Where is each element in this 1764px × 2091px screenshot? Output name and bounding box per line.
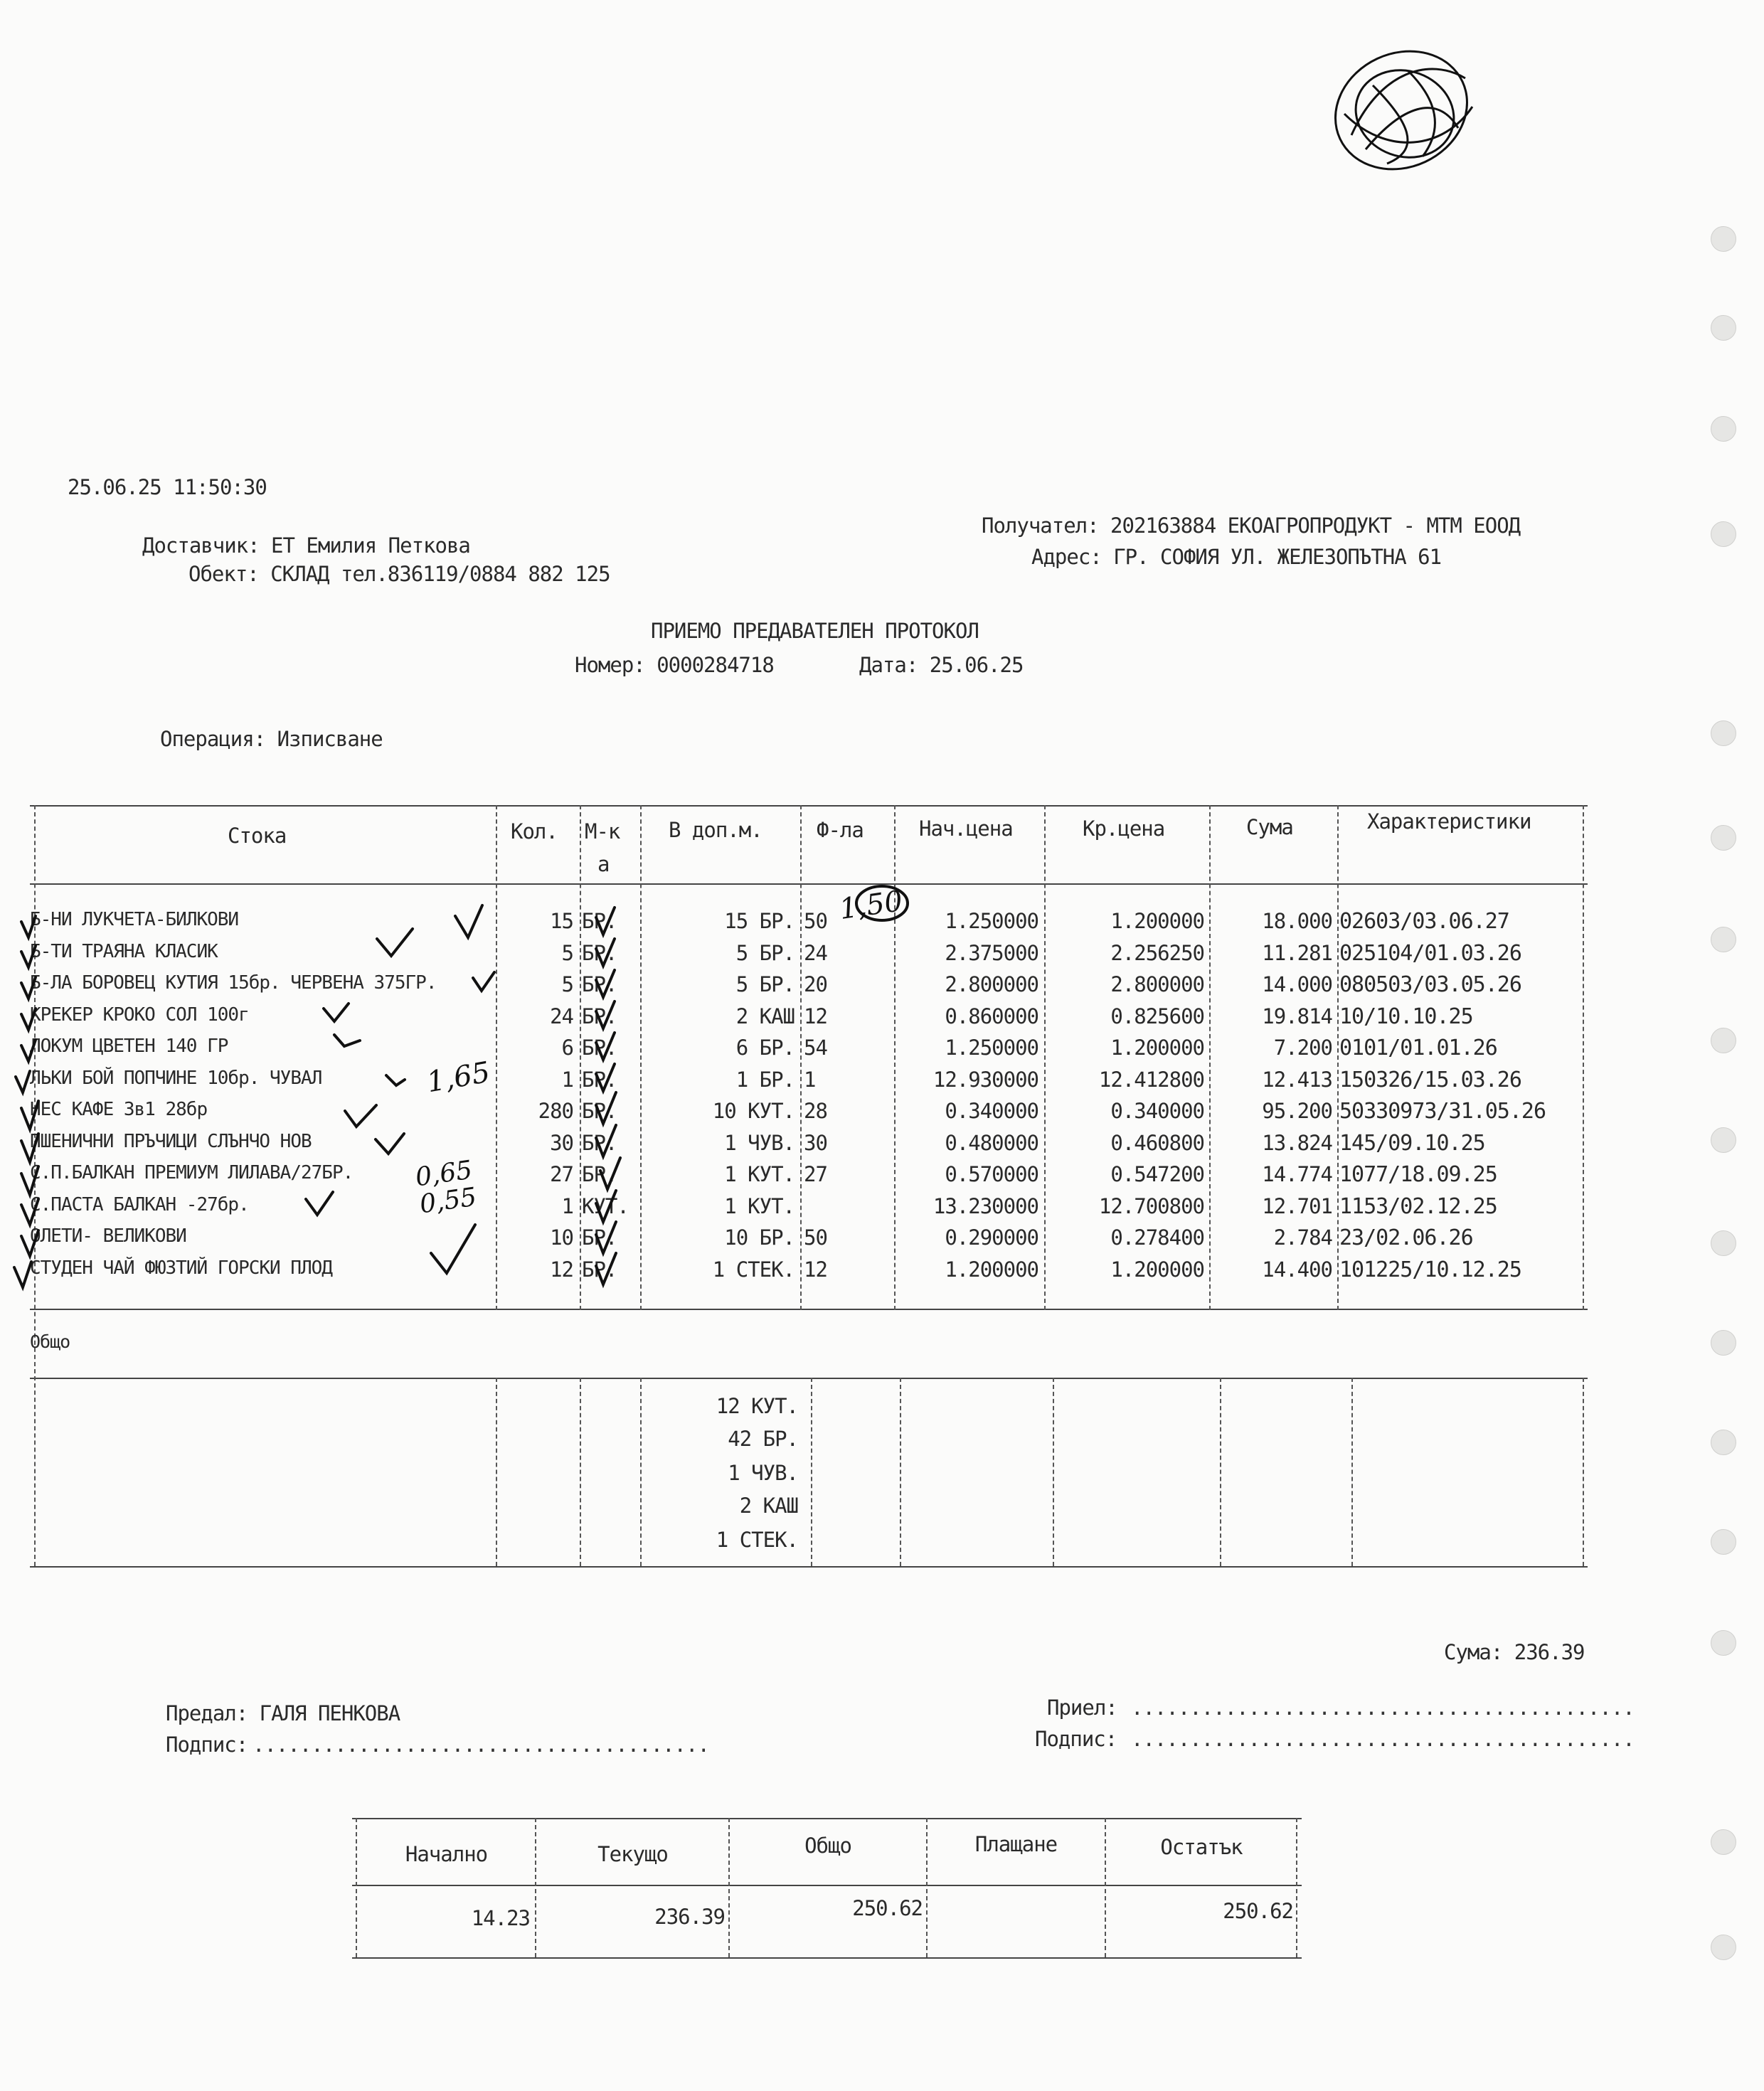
col-divider (811, 1378, 812, 1566)
timestamp: 25.06.25 11:50:30 (68, 475, 267, 499)
header-characteristics: Характеристики (1367, 809, 1531, 834)
header-start-price: Нач.цена (919, 816, 1013, 841)
row-characteristics: 23/02.06.26 (1339, 1225, 1473, 1250)
row-qty: 5 (561, 940, 573, 965)
row-goods: Б-НИ ЛУКЧЕТА-БИЛКОВИ (30, 909, 239, 930)
sign-left-dots: ....................................... (253, 1733, 709, 1757)
row-sum: 2.784 (1273, 1225, 1332, 1250)
col-divider (800, 805, 802, 1310)
row-final-price: 0.460800 (1110, 1130, 1204, 1155)
row-alt-unit: 15 БР. (724, 909, 795, 933)
row-alt-unit: 2 КАШ (735, 1004, 795, 1028)
row-formula: 24 (804, 940, 827, 965)
given-by: Предал: ГАЛЯ ПЕНКОВА (166, 1701, 400, 1725)
row-start-price: 0.860000 (945, 1004, 1038, 1028)
balance-value-start: 14.23 (471, 1906, 530, 1930)
row-characteristics: 02603/03.06.27 (1339, 909, 1509, 934)
row-final-price: 12.412800 (1098, 1067, 1204, 1092)
row-sum: 13.824 (1262, 1130, 1332, 1155)
col-divider (496, 1378, 497, 1566)
row-sum: 18.000 (1262, 909, 1332, 933)
row-formula: 1 (804, 1067, 816, 1092)
balance-header-start: Начално (405, 1842, 488, 1866)
col-divider (580, 1378, 581, 1566)
header-goods: Стока (228, 824, 287, 848)
row-alt-unit: 5 БР. (735, 972, 795, 996)
balance-top-border (352, 1818, 1302, 1819)
sign-right-dots: ........................................... (1131, 1727, 1635, 1751)
operation-line: Операция: Изписване (160, 727, 383, 751)
header-final-price: Кр.цена (1083, 816, 1165, 841)
row-alt-unit: 10 КУТ. (712, 1099, 795, 1123)
row-final-price: 2.800000 (1110, 972, 1204, 996)
row-sum: 14.774 (1262, 1162, 1332, 1186)
row-alt-unit: 5 БР. (735, 940, 795, 965)
grand-sum: Сума: 236.39 (1444, 1640, 1585, 1664)
row-qty: 27 (550, 1162, 573, 1186)
balance-header-remaining: Остатък (1160, 1835, 1243, 1859)
row-final-price: 1.200000 (1110, 1036, 1204, 1060)
row-goods: Б-ТИ ТРАЯНА КЛАСИК (30, 940, 218, 962)
row-unit: БР. (582, 909, 617, 933)
col-divider (894, 805, 896, 1310)
row-unit: БР. (582, 1162, 617, 1186)
row-sum: 19.814 (1262, 1004, 1332, 1028)
handwritten-number: 1,65 (424, 1055, 493, 1100)
row-sum: 12.701 (1262, 1193, 1332, 1218)
document-number: Номер: 0000284718 (575, 653, 774, 677)
row-characteristics: 10/10.10.25 (1339, 1004, 1473, 1029)
row-unit: БР. (582, 1004, 617, 1028)
row-start-price: 1.250000 (945, 909, 1038, 933)
row-qty: 1 (561, 1193, 573, 1218)
col-divider (1351, 1378, 1353, 1566)
row-characteristics: 150326/15.03.26 (1339, 1067, 1521, 1092)
row-start-price: 1.250000 (945, 1036, 1038, 1060)
row-final-price: 2.256250 (1110, 940, 1204, 965)
handwritten-number: 0,55 (418, 1182, 479, 1220)
row-tick (16, 1071, 30, 1092)
row-characteristics: 101225/10.12.25 (1339, 1257, 1521, 1282)
row-goods: КРЕКЕР КРОКО СОЛ 100г (30, 1004, 249, 1026)
row-unit: БР. (582, 940, 617, 965)
table-total-border (30, 1378, 1588, 1379)
row-final-price: 0.340000 (1110, 1099, 1204, 1123)
document-title: ПРИЕМО ПРЕДАВАТЕЛЕН ПРОТОКОЛ (651, 619, 979, 643)
col-divider (1583, 1378, 1584, 1566)
row-unit: БР. (582, 1036, 617, 1060)
row-start-price: 12.930000 (933, 1067, 1038, 1092)
row-unit: БР. (582, 1067, 617, 1092)
row-start-price: 0.480000 (945, 1130, 1038, 1155)
supplier-line: Доставчик: ЕТ Емилия Петкова (142, 533, 470, 558)
balance-col-divider (1105, 1818, 1106, 1957)
row-final-price: 1.200000 (1110, 909, 1204, 933)
row-unit: КУТ. (582, 1193, 629, 1218)
row-characteristics: 145/09.10.25 (1339, 1130, 1485, 1156)
row-goods: СТУДЕН ЧАЙ ФЮЗТИЙ ГОРСКИ ПЛОД (30, 1257, 332, 1279)
row-goods: Б-ЛА БОРОВЕЦ КУТИЯ 15бр. ЧЕРВЕНА 375ГР. (30, 972, 437, 994)
col-divider (1044, 805, 1046, 1310)
row-start-price: 2.375000 (945, 940, 1038, 965)
row-alt-unit: 1 КУТ. (724, 1193, 795, 1218)
row-characteristics: 080503/03.05.26 (1339, 972, 1521, 997)
row-sum: 12.413 (1262, 1067, 1332, 1092)
row-unit: БР. (582, 1257, 617, 1282)
col-divider (1209, 805, 1211, 1310)
row-unit: БР. (582, 1130, 617, 1155)
col-divider (1053, 1378, 1054, 1566)
row-final-price: 0.825600 (1110, 1004, 1204, 1028)
col-divider (1583, 805, 1584, 1310)
row-alt-unit: 1 КУТ. (724, 1162, 795, 1186)
table-top-border (30, 805, 1588, 807)
row-characteristics: 025104/01.03.26 (1339, 940, 1521, 966)
row-unit: БР. (582, 1099, 617, 1123)
header-unit-cont: а (597, 852, 610, 876)
row-final-price: 12.700800 (1098, 1193, 1204, 1218)
scribble-signature (1323, 43, 1487, 185)
row-sum: 7.200 (1273, 1036, 1332, 1060)
balance-value-current: 236.39 (654, 1905, 725, 1929)
row-qty: 30 (550, 1130, 573, 1155)
row-formula: 20 (804, 972, 827, 996)
row-alt-unit: 10 БР. (724, 1225, 795, 1250)
row-formula: 50 (804, 909, 827, 933)
row-alt-unit: 1 ЧУВ. (724, 1130, 795, 1155)
balance-mid-border (352, 1885, 1302, 1886)
row-qty: 24 (550, 1004, 573, 1028)
balance-value-remaining: 250.62 (1223, 1899, 1293, 1923)
recipient-line: Получател: 202163884 ЕКОАГРОПРОДУКТ - МТМ ЕООД (982, 514, 1521, 538)
balance-header-payment: Плащане (974, 1832, 1058, 1856)
header-unit: М-к (585, 819, 620, 844)
col-divider (1337, 805, 1339, 1310)
row-characteristics: 1153/02.12.25 (1339, 1193, 1497, 1219)
col-divider (640, 805, 642, 1310)
balance-col-divider (926, 1818, 928, 1957)
balance-value-total: 250.62 (852, 1896, 923, 1920)
col-divider (580, 805, 581, 1310)
row-formula: 27 (804, 1162, 827, 1186)
document-date: Дата: 25.06.25 (859, 653, 1024, 677)
row-formula: 12 (804, 1257, 827, 1282)
supplier-object-line: Обект: СКЛАД тел.836119/0884 882 125 (188, 562, 610, 586)
balance-bottom-border (352, 1957, 1302, 1959)
row-qty: 6 (561, 1036, 573, 1060)
row-goods: ЛОКУМ ЦВЕТЕН 140 ГР (30, 1036, 228, 1057)
row-qty: 15 (550, 909, 573, 933)
row-goods: ЛЬКИ БОЙ ПОПЧИНЕ 10бр. ЧУВАЛ (30, 1067, 322, 1089)
row-goods: ПШЕНИЧНИ ПРЪЧИЦИ СЛЪНЧО НОВ (30, 1130, 312, 1152)
row-alt-unit: 6 БР. (735, 1036, 795, 1060)
row-qty: 12 (550, 1257, 573, 1282)
balance-col-divider (1296, 1818, 1297, 1957)
row-goods: С.ПАСТА БАЛКАН -27бр. (30, 1193, 249, 1215)
row-sum: 11.281 (1262, 940, 1332, 965)
row-final-price: 0.547200 (1110, 1162, 1204, 1186)
col-divider (900, 1378, 901, 1566)
received-label: Приел: (1047, 1696, 1117, 1720)
balance-col-divider (728, 1818, 730, 1957)
row-unit: БР. (582, 972, 617, 996)
row-formula: 12 (804, 1004, 827, 1028)
unit-total: 2 КАШ (739, 1494, 798, 1518)
row-start-price: 0.290000 (945, 1225, 1038, 1250)
row-start-price: 0.570000 (945, 1162, 1038, 1186)
sign-right-label: Подпис: (1035, 1727, 1117, 1751)
row-sum: 14.000 (1262, 972, 1332, 996)
row-start-price: 1.200000 (945, 1257, 1038, 1282)
table-header-border (30, 883, 1588, 885)
row-alt-unit: 1 СТЕК. (712, 1257, 795, 1282)
row-formula: 54 (804, 1036, 827, 1060)
row-qty: 5 (561, 972, 573, 996)
unit-total: 42 БР. (728, 1427, 798, 1451)
row-qty: 1 (561, 1067, 573, 1092)
row-alt-unit: 1 БР. (735, 1067, 795, 1092)
unit-total: 1 СТЕК. (716, 1528, 798, 1552)
received-dots: ........................................... (1131, 1696, 1635, 1720)
row-formula: 50 (804, 1225, 827, 1250)
row-sum: 14.400 (1262, 1257, 1332, 1282)
row-characteristics: 0101/01.01.26 (1339, 1036, 1497, 1060)
header-qty: Кол. (511, 819, 558, 844)
row-tick (14, 1262, 31, 1287)
row-goods: ОЛЕТИ- ВЕЛИКОВИ (30, 1225, 186, 1247)
handwritten-number: 0,65 (413, 1155, 474, 1193)
row-characteristics: 50330973/31.05.26 (1339, 1099, 1546, 1124)
unit-total: 1 ЧУВ. (728, 1461, 798, 1485)
row-goods: НЕС КАФЕ 3в1 28бр (30, 1099, 208, 1120)
balance-col-divider (535, 1818, 536, 1957)
table-bottom-border (30, 1566, 1588, 1568)
table-body-bottom-border (30, 1309, 1588, 1310)
sign-left-label: Подпис: (166, 1733, 248, 1757)
row-start-price: 2.800000 (945, 972, 1038, 996)
total-label: Общо (30, 1331, 70, 1352)
header-sum: Сума (1246, 815, 1293, 839)
row-qty: 280 (538, 1099, 573, 1123)
row-formula: 30 (804, 1130, 827, 1155)
row-sum: 95.200 (1262, 1099, 1332, 1123)
row-characteristics: 1077/18.09.25 (1339, 1162, 1497, 1187)
unit-total: 12 КУТ. (716, 1394, 798, 1418)
row-formula: 28 (804, 1099, 827, 1123)
header-alt-unit: В доп.м. (669, 818, 763, 842)
balance-col-divider (356, 1818, 357, 1957)
col-divider (496, 805, 497, 1310)
balance-header-current: Текущо (597, 1842, 668, 1866)
row-unit: БР. (582, 1225, 617, 1250)
row-start-price: 0.340000 (945, 1099, 1038, 1123)
recipient-address-line: Адрес: ГР. СОФИЯ УЛ. ЖЕЛЕЗОПЪТНА 61 (1031, 545, 1442, 569)
row-final-price: 0.278400 (1110, 1225, 1204, 1250)
balance-header-total: Общо (804, 1834, 851, 1858)
row-goods: С.П.БАЛКАН ПРЕМИУМ ЛИЛАВА/27БР. (30, 1162, 354, 1183)
handwritten-number: 1,50 (837, 885, 905, 926)
col-divider (1220, 1378, 1221, 1566)
header-formula: Ф-ла (817, 818, 864, 842)
row-start-price: 13.230000 (933, 1193, 1038, 1218)
row-qty: 10 (550, 1225, 573, 1250)
row-final-price: 1.200000 (1110, 1257, 1204, 1282)
